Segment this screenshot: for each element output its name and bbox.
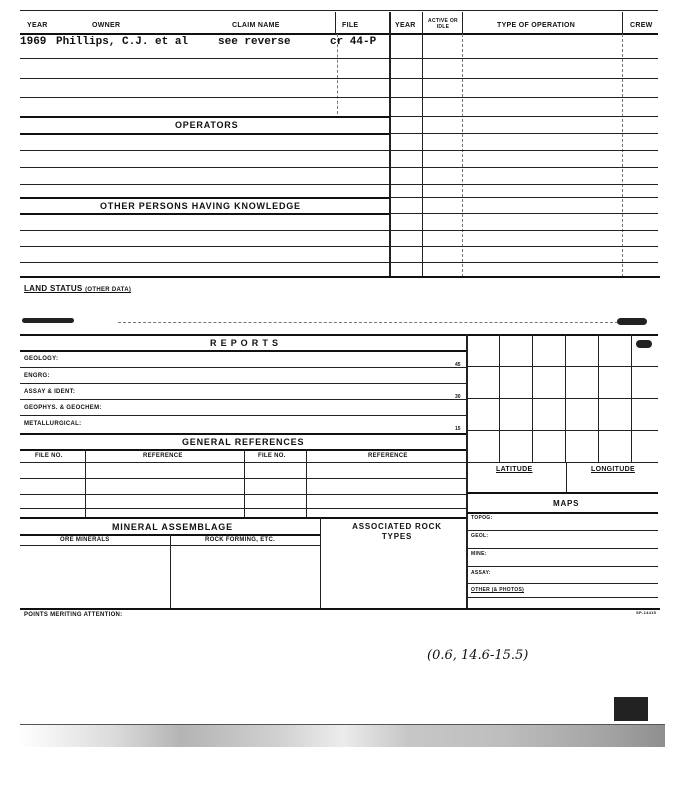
col-reference-2: REFERENCE (368, 453, 408, 459)
report-line-3 (20, 399, 466, 400)
general-references-title: GENERAL REFERENCES (182, 437, 305, 447)
right-line-4 (390, 116, 658, 117)
report-label-engrg: ENGRG: (24, 373, 50, 379)
scan-noise-band (20, 725, 665, 747)
right-line-8 (390, 197, 658, 198)
col-ore-minerals: ORE MINERALS (60, 537, 110, 543)
maps-title: MAPS (553, 499, 580, 508)
assoc-div (320, 517, 321, 608)
divider-crew (622, 12, 623, 34)
reports-title-rule (20, 350, 466, 352)
divider-file (335, 12, 336, 34)
other-persons-title: OTHER PERSONS HAVING KNOWLEDGE (100, 201, 301, 211)
report-mark-assay: 30 (455, 394, 461, 400)
col-reference-1: REFERENCE (143, 453, 183, 459)
other-line-4 (20, 276, 660, 278)
operators-title: OPERATORS (175, 120, 239, 130)
divider-year (422, 12, 423, 277)
scan-dark-block (614, 697, 648, 721)
smudge-grid (636, 340, 652, 348)
latitude-label: LATITUDE (496, 466, 533, 473)
owner-line-1 (20, 58, 658, 59)
header-year-2: YEAR (395, 22, 416, 29)
maps-line-3 (467, 566, 658, 567)
ref-line-4 (20, 508, 466, 509)
report-line-5 (20, 433, 466, 435)
operators-rule (20, 133, 390, 135)
header-claim-name: CLAIM NAME (232, 22, 280, 29)
maps-line-4 (467, 583, 658, 584)
scan-noise-line (20, 724, 665, 725)
maps-row-mine: MINE: (471, 551, 487, 557)
report-label-assay: ASSAY & IDENT: (24, 389, 76, 395)
owner-line-4 (20, 116, 390, 118)
maps-row-topog: TOPOG: (471, 515, 493, 521)
maps-top-rule (467, 492, 658, 494)
ref-line-3 (20, 494, 466, 495)
dotted-active (462, 34, 463, 277)
right-line-9 (390, 213, 658, 214)
associated-rock-types: ASSOCIATED ROCK TYPES (352, 522, 442, 541)
other-line-1 (20, 230, 658, 231)
maps-line-1 (467, 530, 658, 531)
col-file-no-1: FILE NO. (35, 453, 63, 459)
land-status-sub: (OTHER DATA) (85, 287, 132, 293)
land-status-text: LAND STATUS (24, 284, 83, 293)
divider-left-panel (389, 12, 391, 277)
grid-row-1 (467, 366, 658, 367)
general-references-rule (20, 449, 466, 451)
report-mark-geology: 45 (455, 362, 461, 368)
reports-top-rule (20, 334, 658, 336)
header-crew: CREW (630, 22, 653, 29)
smudge-left (22, 318, 74, 323)
handwritten-note: (0.6, 14.6-15.5) (427, 648, 529, 663)
dashed-divider (118, 322, 618, 323)
maps-row-other: OTHER (& PHOTOS) (471, 587, 525, 593)
right-line-5 (390, 133, 658, 134)
ref-bottom-rule (20, 517, 466, 519)
owner-line-3 (20, 97, 658, 98)
maps-row-assay: ASSAY: (471, 570, 491, 576)
owner-line-2 (20, 78, 658, 79)
ref-line-1 (20, 462, 466, 463)
maps-line-2 (467, 548, 658, 549)
col-rock-forming: ROCK FORMING, ETC. (205, 537, 276, 543)
operators-line-3 (20, 184, 658, 185)
other-line-3 (20, 262, 658, 263)
latlong-div (566, 462, 567, 492)
maps-title-rule (467, 512, 658, 514)
report-mark-metallurgical: 15 (455, 426, 461, 432)
report-label-geophys: GEOPHYS. & GEOCHEM: (24, 405, 102, 411)
smudge-right (617, 318, 647, 325)
longitude-label: LONGITUDE (591, 466, 635, 473)
entry-claim-name: see reverse (218, 36, 291, 48)
land-status-label (24, 284, 131, 293)
points-meriting-attention: POINTS MERITING ATTENTION: (24, 612, 123, 618)
header-type-of-operation: TYPE OF OPERATION (497, 22, 576, 29)
ref-col-div-1 (85, 449, 86, 517)
grid-row-3 (467, 430, 658, 431)
ref-col-div-2 (244, 449, 245, 517)
maps-line-5 (467, 597, 658, 598)
report-label-geology: GEOLOGY: (24, 356, 59, 362)
mineral-assemblage-title: MINERAL ASSEMBLAGE (112, 522, 233, 532)
other-line-2 (20, 246, 658, 247)
operators-line-2 (20, 167, 658, 168)
divider-active (462, 12, 463, 34)
header-owner: OWNER (92, 22, 121, 29)
header-year: YEAR (27, 22, 48, 29)
other-persons-rule (20, 213, 390, 215)
dotted-crew (622, 34, 623, 277)
entry-file: cr 44-P (330, 36, 377, 48)
col-file-no-2: FILE NO. (258, 453, 286, 459)
reports-title: R E P O R T S (210, 338, 279, 348)
report-label-metallurgical: METALLURGICAL: (24, 421, 82, 427)
entry-owner: Phillips, C.J. et al (56, 36, 189, 48)
report-line-1 (20, 367, 466, 368)
form-number: SP-14415 (636, 610, 657, 615)
operators-line-4 (20, 197, 390, 199)
grid-row-4 (467, 462, 658, 463)
bottom-rule (20, 608, 660, 610)
report-line-4 (20, 415, 466, 416)
report-line-2 (20, 383, 466, 384)
mineral-col-div (170, 534, 171, 608)
header-rule (20, 33, 658, 35)
maps-row-geol: GEOL: (471, 533, 489, 539)
top-border (20, 10, 658, 11)
ref-col-div-3 (306, 449, 307, 517)
header-active-or-idle: ACTIVE OR IDLE (428, 18, 458, 30)
operators-line-1 (20, 150, 658, 151)
ref-line-2 (20, 478, 466, 479)
header-file: FILE (342, 22, 359, 29)
grid-row-2 (467, 398, 658, 399)
entry-year: 1969 (20, 36, 47, 48)
